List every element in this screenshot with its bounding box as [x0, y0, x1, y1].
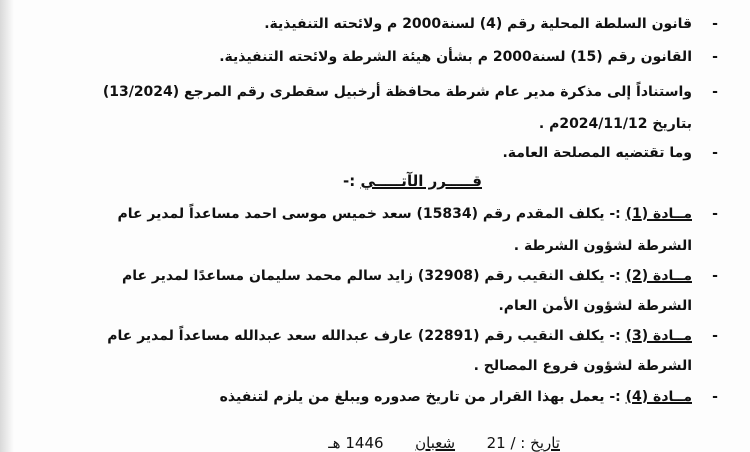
preamble-line [264, 14, 718, 34]
bullet: - [712, 328, 718, 344]
article-text: الشرطة لشؤون فروع المصالح . [473, 358, 692, 374]
article-line-continued [498, 296, 692, 316]
article-line [219, 387, 718, 407]
preamble-text: القانون رقم (15) لسنة2000 م بشأن هيئة الشرطة ولائحته التنفيذية. [219, 49, 692, 65]
preamble-text: قانون السلطة المحلية رقم (4) لسنة2000 م ولائحته التنفيذية. [264, 16, 692, 32]
article-label: مــادة (2) [625, 268, 692, 284]
bullet: - [712, 49, 718, 65]
article-line [117, 204, 718, 224]
preamble-text: واستناداً إلى مذكرة مدير عام شرطة محافظة أرخبيل سقطرى رقم المرجع (13/2024) [102, 84, 692, 100]
heading-word: قـــــرر الآتـــــي [360, 172, 482, 190]
article-text: :- يكلف المقدم رقم (15834) سعد خميس موسى احمد مساعداً لمدير عام [117, 206, 621, 222]
date-year: 1446 هـ [328, 434, 384, 452]
bullet: - [712, 268, 718, 284]
preamble-line [219, 47, 718, 67]
date-label: تاريخ [530, 434, 560, 452]
article-line [107, 326, 718, 346]
bullet: - [712, 145, 718, 161]
bullet: - [712, 16, 718, 32]
scan-shadow [0, 0, 14, 452]
article-line [121, 266, 718, 286]
article-text: :- يعمل بهذا القرار من تاريخ صدوره ويبلغ من يلزم لتنفيذه [219, 389, 621, 405]
preamble-text: وما تقتضيه المصلحة العامة. [502, 145, 692, 161]
preamble-text: بتاريخ 2024/11/12م . [538, 116, 692, 132]
date-month: شعبان [415, 434, 456, 452]
preamble-line [502, 143, 718, 163]
decree-heading [343, 172, 482, 190]
article-text: الشرطة لشؤون الأمن العام. [498, 298, 692, 314]
heading-suffix: :- [343, 172, 356, 190]
bullet: - [712, 84, 718, 100]
date-separator: : / [510, 434, 526, 452]
article-label: مــادة (4) [625, 389, 692, 405]
article-text: :- يكلف النقيب رقم (22891) عارف عبدالله سعد عبدالله مساعداً لمدير عام [107, 328, 621, 344]
date-day: 21 [486, 434, 506, 452]
article-label: مــادة (1) [625, 206, 692, 222]
article-label: مــادة (3) [625, 328, 692, 344]
article-text: :- يكلف النقيب رقم (32908) زايد سالم محمد سليمان مساعدًا لمدير عام [121, 268, 621, 284]
article-text: الشرطة لشؤون الشرطة . [513, 238, 692, 254]
bullet: - [712, 206, 718, 222]
article-line-continued [474, 356, 692, 376]
article-line-continued [514, 236, 692, 256]
preamble-line [102, 82, 718, 102]
preamble-line [539, 114, 692, 134]
bullet: - [712, 389, 718, 405]
date-line [328, 434, 560, 452]
